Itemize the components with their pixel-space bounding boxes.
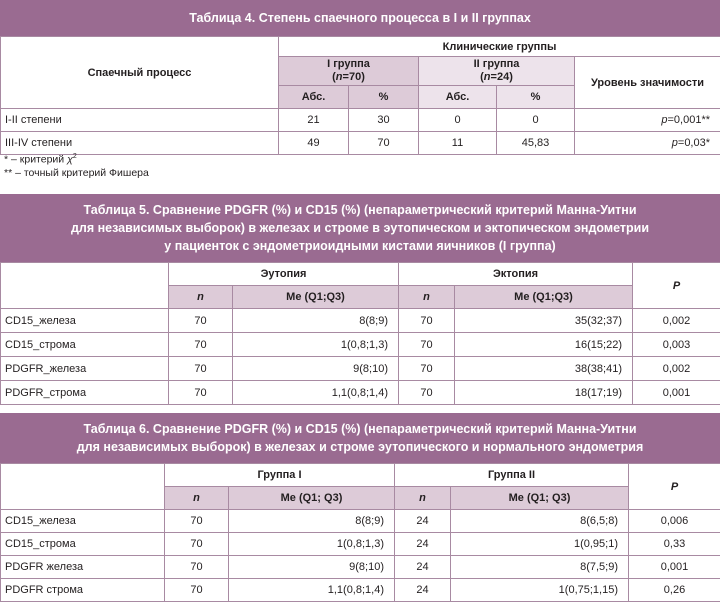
col-process-header: Спаечный процесс [1, 37, 279, 109]
n-header: n [399, 286, 455, 309]
me-header: Me (Q1; Q3) [451, 487, 629, 510]
table-5-grid [0, 262, 720, 405]
table-4 [0, 0, 720, 155]
group-1-header: Группа I [165, 464, 395, 487]
p-header: P [629, 464, 720, 510]
n-header: n [169, 286, 233, 309]
table-4-notes [4, 150, 149, 180]
table-row: PDGFR_строма 70 1,1(0,8;1,4) 70 18(17;19) 0,001 [1, 381, 720, 405]
table-row: III-IV степени 49 70 11 45,83 p=0,03* [1, 132, 720, 155]
me-header: Me (Q1;Q3) [233, 286, 399, 309]
footnote-fisher: ** – точный критерий Фишера [4, 166, 149, 179]
n-header: n [165, 487, 229, 510]
table-row: CD15_железа 70 8(8;9) 24 8(6,5;8) 0,006 [1, 510, 720, 533]
table-row: I-II степени 21 30 0 0 p=0,001** [1, 109, 720, 132]
table-row: PDGFR железа 70 9(8;10) 24 8(7,5;9) 0,001 [1, 556, 720, 579]
table-row: PDGFR строма 70 1,1(0,8;1,4) 24 1(0,75;1,15) 0,26 [1, 579, 720, 602]
table-row: CD15_железа 70 8(8;9) 70 35(32;37) 0,002 [1, 309, 720, 333]
pct-header: % [349, 86, 419, 109]
table-6-title: Таблица 6. Сравнение PDGFR (%) и CD15 (%) (непараметрический критерий Манна-Уитни для независимых выборок) в железах и строме эутопического и нормального эндометрия [0, 413, 720, 463]
group-1-header: I группа (n=70) [279, 57, 419, 86]
n-header: n [395, 487, 451, 510]
me-header: Me (Q1;Q3) [455, 286, 633, 309]
group-2-header: Группа II [395, 464, 629, 487]
table-6-grid [0, 463, 720, 602]
abs-header: Абс. [419, 86, 497, 109]
table-4-title: Таблица 4. Степень спаечного процесса в I и II группах [0, 0, 720, 36]
table-row: PDGFR_железа 70 9(8;10) 70 38(38;41) 0,002 [1, 357, 720, 381]
footnote-chi: * – критерий $\chi^2$ [4, 153, 77, 166]
p-header: P [633, 263, 720, 309]
group-eutopia-header: Эутопия [169, 263, 399, 286]
table-6 [0, 413, 720, 602]
table-row: CD15_строма 70 1(0,8;1,3) 24 1(0,95;1) 0,33 [1, 533, 720, 556]
table-5-title: Таблица 5. Сравнение PDGFR (%) и CD15 (%) (непараметрический критерий Манна-Уитни для независимых выборок) в железах и строме в эутопическом и эктопическом эндометрии у пациенток с эндометриоидными кистами яичников (I группа) [0, 194, 720, 262]
table-4-grid [0, 36, 720, 155]
me-header: Me (Q1; Q3) [229, 487, 395, 510]
col-groups-header: Клинические группы [279, 37, 720, 57]
table-5 [0, 194, 720, 405]
group-ectopia-header: Эктопия [399, 263, 633, 286]
abs-header: Абс. [279, 86, 349, 109]
col-significance-header: Уровень значимости [575, 57, 720, 109]
table-row: CD15_строма 70 1(0,8;1,3) 70 16(15;22) 0,003 [1, 333, 720, 357]
pct-header: % [497, 86, 575, 109]
group-2-header: II группа (n=24) [419, 57, 575, 86]
